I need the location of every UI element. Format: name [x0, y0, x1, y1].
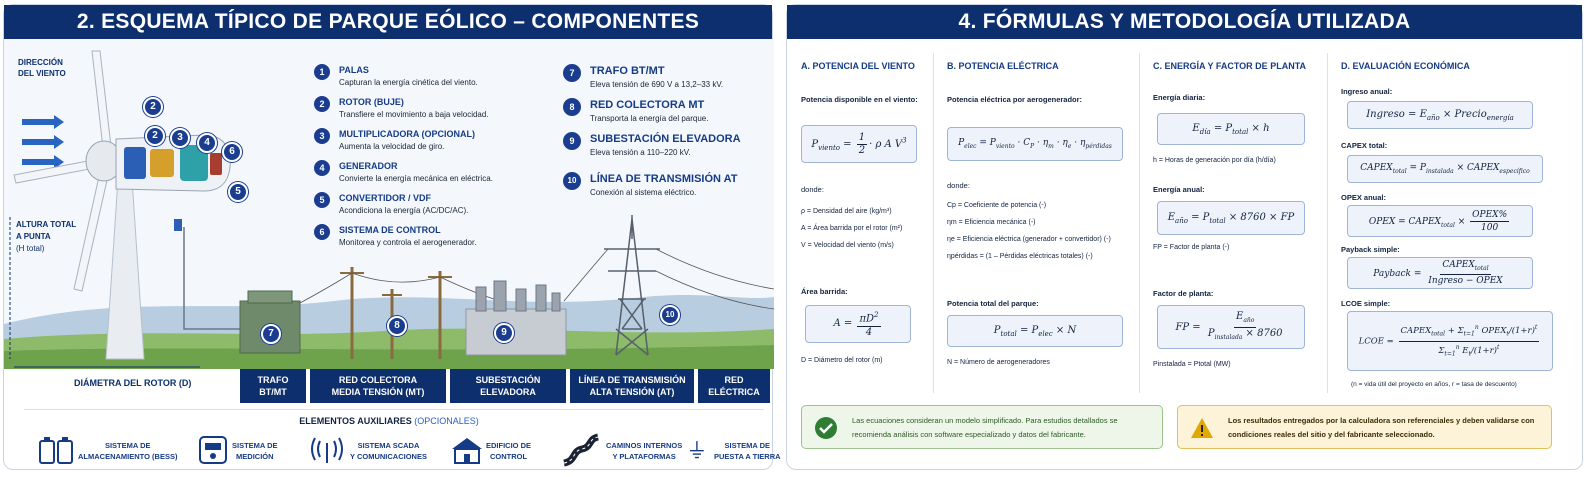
warning-alert	[1177, 405, 1552, 449]
aux-item-scada	[308, 432, 438, 468]
band-line: MEDIA TENSIÓN (MT)	[331, 387, 425, 397]
meter-icon	[194, 435, 232, 465]
ground-icon	[688, 435, 714, 465]
component-title: TRAFO BT/MT	[590, 65, 665, 77]
warning-alert-text: Los resultados entregados por la calculadora son referenciales y deben validarse con condiciones reales del sitio y del fabricante seleccionado.	[1228, 416, 1535, 439]
section-heading: C. ENERGÍA Y FACTOR DE PLANTA	[1153, 61, 1307, 71]
component-4	[314, 160, 534, 186]
diagram-badge-2a: 2	[143, 97, 163, 117]
definition: ρ = Densidad del aire (kg/m³)	[801, 208, 892, 215]
diagram-badge-2b: 2	[145, 126, 165, 146]
component-title: SUBESTACIÓN ELEVADORA	[590, 133, 741, 145]
formula-label: Factor de planta:	[1153, 289, 1214, 298]
definition: ηm = Eficiencia mecánica (-)	[947, 219, 1036, 226]
rotor-diameter-label: DIÁMETRA DEL ROTOR (D)	[74, 378, 192, 388]
road-icon	[562, 435, 600, 465]
definition: A = Área barrida por el rotor (m²)	[801, 225, 903, 232]
wind-direction-line-2: DEL VIENTO	[18, 69, 66, 78]
band-line: BT/MT	[259, 387, 287, 397]
component-number: 8	[563, 98, 581, 116]
component-number: 6	[314, 224, 330, 240]
diagram-badge-5: 5	[228, 182, 248, 202]
band-line: LÍNEA DE TRANSMISIÓN	[578, 375, 686, 385]
formula-label: Energía anual:	[1153, 185, 1205, 194]
formula-label: Energía diaria:	[1153, 93, 1206, 102]
aux-label	[78, 440, 177, 462]
aux-title-suffix: (OPCIONALES)	[414, 416, 479, 426]
component-desc: Monitorea y controla el aerogenerador.	[339, 238, 477, 247]
definition: Cp = Coeficiente de potencia (-)	[947, 202, 1047, 209]
component-title: RED COLECTORA MT	[590, 99, 705, 111]
aux-label-line: SISTEMA SCADA	[357, 441, 420, 450]
component-1	[314, 64, 534, 90]
variable-definitions	[947, 197, 1111, 265]
components-panel	[3, 4, 781, 470]
formula-label: Potencia eléctrica por aerogenerador:	[947, 95, 1083, 104]
formula-opex: OPEX = $CAPEX_{total}$ × $\frac{\text{OPEX\%}}{100}$	[1347, 205, 1533, 237]
component-title: GENERADOR	[339, 161, 398, 171]
diagram-badge-9: 9	[494, 323, 514, 343]
column-divider	[1327, 53, 1328, 393]
component-title: MULTIPLICADORA (OPCIONAL)	[339, 129, 475, 139]
band-line: SUBESTACIÓN	[475, 375, 541, 385]
component-number: 10	[563, 172, 581, 190]
component-8	[563, 98, 763, 126]
band-line: TRAFO	[257, 375, 289, 385]
component-number: 9	[563, 132, 581, 150]
formula-annual-energy: $E_{año} = P_{total} \times 8760$ × FP	[1157, 201, 1305, 235]
section-heading: A. POTENCIA DEL VIENTO	[801, 61, 915, 71]
aux-label-line: ALMACENAMIENTO (BESS)	[78, 452, 178, 461]
component-10	[563, 172, 763, 200]
total-height-label	[16, 219, 76, 255]
formula-capex: $CAPEX_{total} = P_{instalada}$ × $CAPEX_{específico}$	[1347, 155, 1543, 183]
warning-icon	[1190, 416, 1214, 440]
component-title: CONVERTIDOR / VDF	[339, 193, 432, 203]
formula-daily-energy: $E_{día} = P_{total} \times h$	[1157, 113, 1305, 145]
component-desc: Convierte la energía mecánica en eléctrica.	[339, 174, 493, 183]
antenna-icon	[308, 435, 346, 465]
component-number: 1	[314, 64, 330, 80]
section-heading: B. POTENCIA ELÉCTRICA	[947, 61, 1059, 71]
aux-elements-title	[4, 416, 774, 426]
band-line: RED COLECTORA	[338, 375, 418, 385]
diagram-badge-8: 8	[387, 316, 407, 336]
component-desc: Aumenta la velocidad de giro.	[339, 142, 445, 151]
formula-total-power: $P_{total} = P_{elec} \times N$	[947, 315, 1123, 347]
component-desc: Eleva tensión de 690 V a 13,2–33 kV.	[590, 80, 724, 89]
formula-lcoe: LCOE = $\frac{CAPEX_{total} + \Sigma_{t=1}^n OPEX_t/(1+r)^t}{\Sigma_{t=1}^n E_t/(1+r)^t}$	[1347, 311, 1553, 371]
formula-label: Potencia total del parque:	[947, 299, 1039, 308]
height-line-2: A PUNTA	[16, 232, 51, 241]
aux-label-line: Y PLATAFORMAS	[612, 452, 676, 461]
aux-label-line: SISTEMA DE	[232, 441, 278, 450]
component-desc: Transporta la energía del parque.	[590, 114, 709, 123]
diagram-badge-4: 4	[197, 133, 217, 153]
info-alert	[801, 405, 1163, 449]
component-number: 4	[314, 160, 330, 176]
diagram-badge-10: 10	[660, 305, 680, 325]
band-line: RED	[724, 375, 744, 385]
aux-label-line: CONTROL	[489, 452, 528, 461]
formula-label: Ingreso anual:	[1341, 87, 1393, 96]
component-desc: Acondiciona la energía (AC/DC/AC).	[339, 206, 469, 215]
column-divider	[1139, 53, 1140, 393]
formula-note: D = Diámetro del rotor (m)	[801, 357, 883, 364]
height-line-3: (H total)	[16, 244, 45, 253]
band-line: ELEVADORA	[480, 387, 536, 397]
formula-label: LCOE simple:	[1341, 299, 1391, 308]
check-circle-icon	[814, 416, 838, 440]
component-9	[563, 132, 763, 160]
component-desc: Conexión al sistema eléctrico.	[590, 188, 697, 197]
aux-label	[486, 440, 531, 462]
component-title: SISTEMA DE CONTROL	[339, 225, 441, 235]
wind-direction-label	[18, 57, 66, 79]
definition: ηe = Eficiencia eléctrica (generador + convertidor) (-)	[947, 236, 1111, 243]
formula-label: Payback simple:	[1341, 245, 1400, 254]
aux-item-caminos	[562, 432, 692, 468]
formula-label: Área barrida:	[801, 287, 848, 296]
aux-label-line: MEDICIÓN	[236, 452, 274, 461]
formula-note: Pinstalada = Ptotal (MW)	[1153, 361, 1231, 368]
formula-label: CAPEX total:	[1341, 141, 1388, 150]
aux-item-medicion	[194, 432, 294, 468]
aux-label	[714, 440, 781, 462]
diagram-badge-6: 6	[222, 142, 242, 162]
aux-label-line: EDIFICIO DE	[486, 441, 532, 450]
band-subestacion	[450, 369, 566, 403]
component-title: ROTOR (BUJE)	[339, 97, 404, 107]
aux-item-bess	[38, 432, 178, 468]
component-title: LÍNEA DE TRANSMISIÓN AT	[590, 173, 738, 185]
band-red-electrica	[698, 369, 770, 403]
component-desc: Transfiere el movimiento a baja velocidad.	[339, 110, 489, 119]
building-icon	[448, 435, 486, 465]
donde-label: donde:	[801, 185, 824, 194]
component-7	[563, 64, 763, 92]
formula-wind-power: $P_{viento}$ = $\frac{1}{2}$ · ρ A $V^3$	[801, 125, 917, 163]
aux-item-edificio	[448, 432, 548, 468]
aux-label-line: SISTEMA DE	[104, 441, 151, 450]
aux-label-line: PUESTA A TIERRA	[714, 452, 781, 461]
definition: ηpérdidas = (1 – Pérdidas eléctricas totales) (-)	[947, 253, 1093, 260]
component-number: 2	[314, 96, 330, 112]
aux-label-line: Y COMUNICACIONES	[350, 452, 427, 461]
band-trafo	[240, 369, 306, 403]
band-line: ELÉCTRICA	[708, 387, 760, 397]
components-panel-title: 2. ESQUEMA TÍPICO DE PARQUE EÓLICO – COMPONENTES	[4, 5, 772, 39]
diagram-badge-7: 7	[261, 324, 281, 344]
formula-electrical-power: $P_{elec} = P_{viento} \cdot C_P \cdot \eta_m \cdot \eta_e \cdot \eta_{pérdidas}$	[947, 127, 1123, 161]
variable-definitions	[801, 203, 902, 254]
aux-title-text: ELEMENTOS AUXILIARES	[299, 416, 412, 426]
aux-label	[232, 440, 278, 462]
formulas-panel-title: 4. FÓRMULAS Y METODOLOGÍA UTILIZADA	[787, 5, 1582, 39]
component-number: 3	[314, 128, 330, 144]
aux-label-line: SISTEMA DE	[724, 441, 771, 450]
component-desc: Capturan la energía cinética del viento.	[339, 78, 478, 87]
formula-note: h = Horas de generación por día (h/día)	[1153, 157, 1276, 164]
aux-label-line: CAMINOS INTERNOS	[606, 441, 683, 450]
component-desc: Eleva tensión a 110–220 kV.	[590, 148, 691, 157]
formula-annual-income: Ingreso = $E_{año}$ × Precio$_{energía}$	[1347, 101, 1533, 129]
component-5	[314, 192, 534, 218]
component-number: 7	[563, 64, 581, 82]
formula-label: Potencia disponible en el viento:	[801, 95, 918, 104]
section-heading: D. EVALUACIÓN ECONÓMICA	[1341, 61, 1470, 71]
diagram-badge-3: 3	[170, 128, 190, 148]
info-alert-text: Las ecuaciones consideran un modelo simplificado. Para estudios detallados se recomienda análisis con software especializado y datos del fabricante.	[852, 416, 1118, 439]
aux-label	[350, 440, 427, 462]
aux-label	[606, 440, 682, 462]
column-divider	[933, 53, 934, 393]
component-2	[314, 96, 534, 122]
component-6	[314, 224, 534, 250]
band-red-colectora	[310, 369, 446, 403]
formula-note: (n = vida útil del proyecto en años, r = tasa de descuento)	[1351, 381, 1517, 388]
formulas-panel	[786, 4, 1583, 470]
definition: V = Velocidad del viento (m/s)	[801, 242, 894, 249]
formula-plant-factor: FP = $\frac{E_{año}}{P_{instalada} \times 8760}$	[1157, 305, 1305, 349]
formula-swept-area: A = $\frac{\pi D^2}{4}$	[805, 305, 911, 343]
formula-note: FP = Factor de planta (-)	[1153, 244, 1230, 251]
donde-label: donde:	[947, 181, 970, 190]
formula-label: OPEX anual:	[1341, 193, 1387, 202]
aux-item-tierra	[688, 432, 781, 468]
band-linea-transmision	[570, 369, 694, 403]
wind-direction-line-1: DIRECCIÓN	[18, 58, 63, 67]
component-3	[314, 128, 534, 154]
height-line-1: ALTURA TOTAL	[16, 220, 77, 229]
component-title: PALAS	[339, 65, 369, 75]
band-line: ALTA TENSIÓN (AT)	[589, 387, 675, 397]
component-number: 5	[314, 192, 330, 208]
formula-note: N = Número de aerogeneradores	[947, 359, 1050, 366]
battery-icon	[38, 435, 76, 465]
formula-payback: Payback = $\frac{CAPEX_{total}}{\text{Ingreso − OPEX}}$	[1347, 257, 1533, 289]
